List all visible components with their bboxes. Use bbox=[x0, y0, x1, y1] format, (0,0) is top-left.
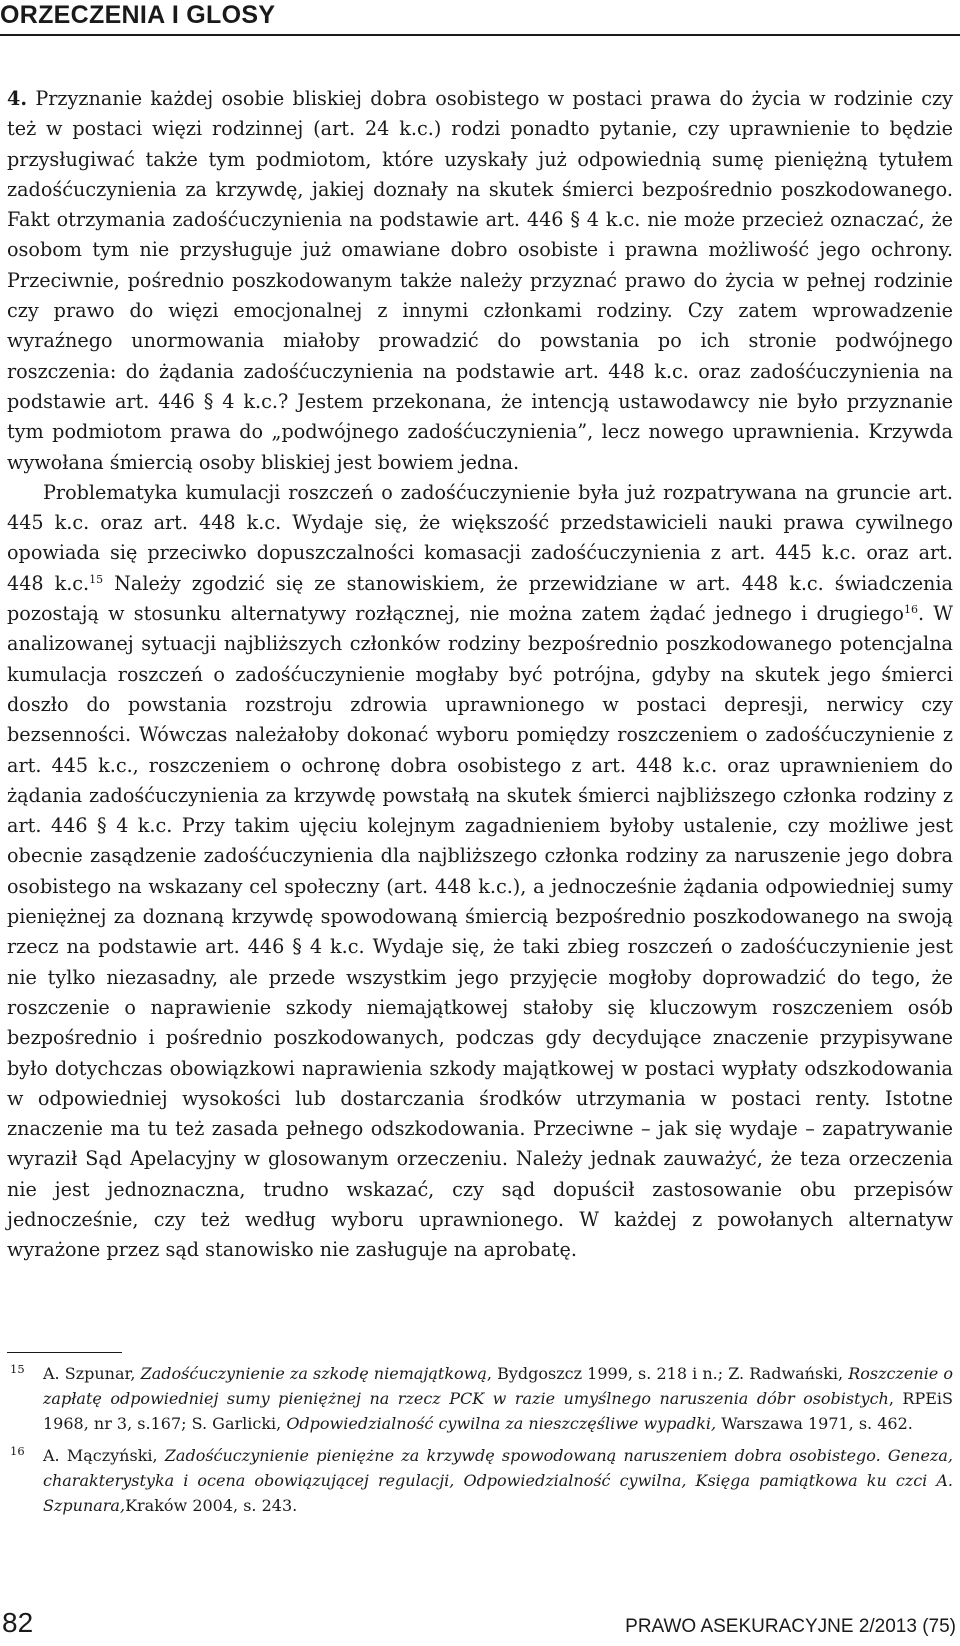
footnote-text: , RPEiS 1968, nr 3, s.167; S. Garlicki, bbox=[43, 1388, 953, 1433]
footnote-ref-15[interactable]: 15 bbox=[89, 572, 104, 586]
footnote-title: Zadośćuczynienie pieniężne za krzywdę spowodowaną naruszeniem dobra osobistego. Geneza, charakterystyka i ocena obowiązującej regulacji, Odpowiedzialność cywilna, Księga pamiątkowa ku czci A. Szpunara, bbox=[43, 1446, 954, 1515]
paragraph-2-text-a: Problematyka kumulacji roszczeń o zadośćuczynienie była już rozpatrywana na gruncie art. 445 k.c. oraz art. 448 k.c. Wydaje się, że większość przedstawicieli nauki prawa cywilnego opowiada się przeciwko dopuszczalności komasacji zadośćuczynienia z art. 445 k.c. oraz art. 448 k.c. bbox=[7, 480, 953, 595]
footnote-16 bbox=[7, 1444, 953, 1518]
page-number: 82 bbox=[2, 1607, 34, 1638]
header-divider bbox=[0, 34, 960, 36]
footnote-15 bbox=[7, 1362, 953, 1436]
footnote-title: Zadośćuczynienie za szkodę niemajątkową bbox=[140, 1364, 487, 1383]
footnote-number: 16 bbox=[10, 1444, 25, 1459]
footnote-text: A. Mączyński, bbox=[43, 1446, 165, 1466]
paragraph-1-text: Przyznanie każdej osobie bliskiej dobra osobistego w postaci prawa do życia w rodzinie czy też w postaci więzi rodzinnej (art. 24 k.c.) rodzi ponadto pytanie, czy uprawnienie to będzie przysługiwać także tym podmiotom, które uzyskały już odpowiednią sumę pieniężną tytułem zadośćuczynienia za krzywdę, jakiej doznały na skutek śmierci bezpośrednio poszkodowanego. Fakt otrzymania zadośćuczynienia na podstawie art. 446 § 4 k.c. nie może przecież oznaczać, że osobom tym nie przysługuje już omawiane dobro osobiste i prawna możliwość jego ochrony. Przeciwnie, pośrednio poszkodowanym także należy przyznać prawo do życia w pełnej rodzinie czy prawo do więzi emocjonalnej z innymi członkami rodziny. Czy zatem wprowadzenie wyraźnego unormowania miałoby prowadzić do powstania po ich stronie podwójnego roszczenia: do żądania zadośćuczynienia na podstawie art. 448 k.c. oraz zadośćuczynienia na podstawie art. 446 § 4 k.c.? Jestem przekonana, że intencją ustawodawcy nie było przyznanie tym podmiotom prawa do „podwójnego zadośćuczynienia”, lecz nowego uprawnienia. Krzywda wywołana śmiercią osoby bliskiej jest bowiem jedna. bbox=[7, 87, 953, 474]
footnote-text: , Bydgoszcz 1999, s. 218 i n.; Z. Radwański, bbox=[486, 1364, 849, 1383]
section-header bbox=[0, 0, 960, 30]
section-title: ORZECZENIA I GLOSY bbox=[0, 1, 276, 29]
paragraph-2 bbox=[7, 478, 953, 1266]
page-footer bbox=[0, 1606, 960, 1642]
article-body bbox=[7, 84, 953, 1266]
footnote-divider bbox=[7, 1352, 122, 1353]
footnote-ref-16[interactable]: 16 bbox=[903, 603, 918, 617]
footnote-title: Roszczenie o zapłatę odpowiedniej sumy pieniężnej na rzecz PCK w razie umyślnego naruszenia dóbr osobistych bbox=[43, 1364, 954, 1408]
paragraph-2-text-c: . W analizowanej sytuacji najbliższych członków rodziny bezpośrednio poszkodowanego potencjalna kumulacja roszczeń o zadośćuczynienie mogłaby być potrójna, gdyby na skutek jego śmierci doszło do powstania rozstroju zdrowia uprawnionego w postaci depresji, nerwicy czy bezsenności. Wówczas należałoby dokonać wyboru pomiędzy roszczeniem o zadośćuczynienie z art. 445 k.c., roszczeniem o ochronę dobra osobistego z art. 448 k.c. oraz uprawnieniem do żądania zadośćuczynienia za krzywdę powstałą na skutek śmierci najbliższego członka rodziny z art. 446 § 4 k.c. Przy takim ujęciu kolejnym zagadnieniem byłoby ustalenie, czy możliwe jest obecnie zasądzenie zadośćuczynienia dla najbliższego członka rodziny za naruszenie jego dobra osobistego na wskazany cel społeczny (art. 448 k.c.), a jednocześnie żądania odpowiedniej sumy pieniężnej za doznaną krzywdę spowodowaną śmiercią bezpośrednio poszkodowanego na swoją rzecz na podstawie art. 446 § 4 k.c. Wydaje się, że taki zbieg roszczeń o zadośćuczynienie jest nie tylko niezasadny, ale przede wszystkim jego przyjęcie mogłoby doprowadzić do tego, że roszczenie o naprawienie szkody niemajątkowej stałoby się kluczowym roszczeniem osób bezpośrednio i pośrednio poszkodowanych, podczas gdy decydujące znaczenie przypisywane było dotychczas obowiązkowi naprawienia szkody majątkowej w postaci wypłaty odszkodowania w odpowiedniej wysokości lub dostarczania środków utrzymania w postaci renty. Istotne znaczenie ma tu też zasada pełnego odszkodowania. Przeciwne – jak się wydaje – zapatrywanie wyraził Sąd Apelacyjny w glosowanym orzeczeniu. Należy jednak zauważyć, że teza orzeczenia nie jest jednoznaczna, trudno wskazać, czy sąd dopuścił zastosowanie obu przepisów jednocześnie, czy też według wyboru uprawnionego. W każdej z powołanych alternatyw wyrażone przez sąd stanowisko nie zasługuje na aprobatę. bbox=[7, 602, 953, 1262]
footnotes bbox=[7, 1362, 953, 1519]
footnote-number: 15 bbox=[10, 1362, 25, 1376]
journal-name: PRAWO ASEKURACYJNE 2/2013 (75) bbox=[625, 1616, 956, 1637]
paragraph-2-text-b: Należy zgodzić się ze stanowiskiem, że przewidziane w art. 448 k.c. świadczenia pozostają w stosunku alternatywy rozłącznej, nie można zatem żądać jednego i drugiego bbox=[7, 571, 953, 626]
paragraph-1 bbox=[7, 84, 953, 478]
footnote-text: Warszawa 1971, s. 462. bbox=[716, 1413, 913, 1433]
point-number: 4. bbox=[7, 87, 28, 110]
footnote-text: A. Szpunar, bbox=[43, 1364, 141, 1383]
footnote-title: Odpowiedzialność cywilna za nieszczęśliwe wypadki, bbox=[286, 1413, 717, 1433]
footnote-text: Kraków 2004, s. 243. bbox=[125, 1495, 298, 1515]
